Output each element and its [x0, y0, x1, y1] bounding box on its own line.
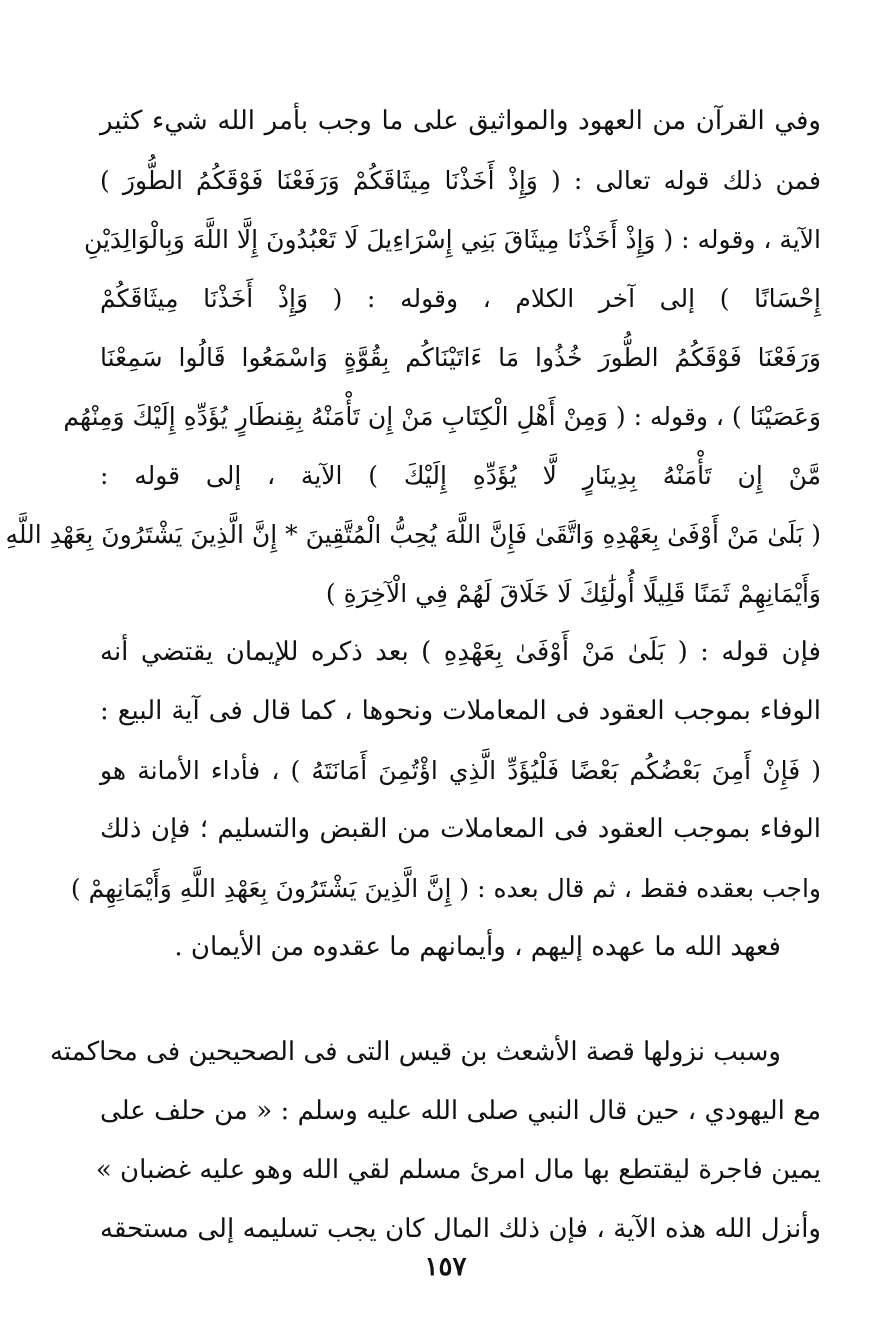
text-line: الوفاء بموجب العقود فى المعاملات من القبض والتسليم ؛ فإن ذلك	[100, 814, 821, 844]
text-line: فمن ذلك قوله تعالى : ( وَإِذْ أَخَذْنَا مِيثَاقَكُمْ وَرَفَعْنَا فَوْقَكُمُ الطُّورَ )	[100, 166, 821, 195]
text-line: وَعَصَيْنَا ) ، وقوله : ( وَمِنْ أَهْلِ الْكِتَابِ مَنْ إِن تَأْمَنْهُ بِقِنطَارٍ يُؤَدِّهِ إِلَيْكَ وَمِنْهُم	[63, 402, 821, 431]
text-line: وسبب نزولها قصة الأشعث بن قيس التى فى الصحيحين فى محاكمته	[49, 1037, 781, 1067]
text-line: الوفاء بموجب العقود فى المعاملات ونحوها ، كما قال فى آية البيع :	[100, 696, 821, 726]
text-line: واجب بعقده فقط ، ثم قال بعده : ( إِنَّ الَّذِينَ يَشْتَرُونَ بِعَهْدِ اللَّهِ وَأَيْمَانِهِمْ )	[70, 874, 821, 903]
page-body	[5, 92, 821, 1259]
text-line: ( فَإِنْ أَمِنَ بَعْضُكُم بَعْضًا فَلْيُؤَدِّ الَّذِي اؤْتُمِنَ أَمَانَتَهُ ) ، فأداء الأمانة هو	[100, 756, 821, 785]
text-line: فعهد الله ما عهده إليهم ، وأيمانهم ما عقدوه من الأيمان .	[174, 932, 781, 962]
text-line: الآية ، وقوله : ( وَإِذْ أَخَذْنَا مِيثَاقَ بَنِي إِسْرَاءِيلَ لَا تَعْبُدُونَ إِلَّا اللَّهَ وَبِالْوَالِدَيْنِ	[83, 225, 821, 254]
text-line: وفي القرآن من العهود والمواثيق على ما وجب بأمر الله شيء كثير	[100, 106, 821, 136]
text-line: مَّنْ إِن تَأْمَنْهُ بِدِينَارٍ لَّا يُؤَدِّهِ إِلَيْكَ ) الآية ، إلى قوله :	[100, 461, 821, 490]
text-line: مع اليهودي ، حين قال النبي صلى الله عليه وسلم : « من حلف على	[100, 1096, 821, 1126]
text-line: إِحْسَانًا ) إلى آخر الكلام ، وقوله : ( وَإِذْ أَخَذْنَا مِيثَاقَكُمْ	[100, 284, 821, 313]
text-line: وَأَيْمَانِهِمْ ثَمَنًا قَلِيلًا أُولَٰئِكَ لَا خَلَاقَ لَهُمْ فِي الْآخِرَةِ )	[325, 579, 821, 608]
text-line: يمين فاجرة ليقتطع بها مال امرئ مسلم لقي الله وهو عليه غضبان »	[95, 1155, 821, 1185]
page-number: ١٥٧	[424, 1252, 467, 1282]
paragraph-gap	[100, 977, 821, 1023]
text-line: وَرَفَعْنَا فَوْقَكُمُ الطُّورَ خُذُوا مَا ءَاتَيْنَاكُم بِقُوَّةٍ وَاسْمَعُوا قَالُوا سَمِعْنَا	[100, 343, 821, 372]
text-line: وأنزل الله هذه الآية ، فإن ذلك المال كان يجب تسليمه إلى مستحقه	[100, 1214, 821, 1244]
text-line: فإن قوله : ( بَلَىٰ مَنْ أَوْفَىٰ بِعَهْدِهِ ) بعد ذكره للإيمان يقتضي أنه	[100, 637, 821, 667]
text-line: ( بَلَىٰ مَنْ أَوْفَىٰ بِعَهْدِهِ وَاتَّقَىٰ فَإِنَّ اللَّهَ يُحِبُّ الْمُتَّقِينَ * إِنَّ الَّذِينَ يَشْتَرُونَ بِعَهْدِ اللَّهِ	[5, 520, 821, 549]
